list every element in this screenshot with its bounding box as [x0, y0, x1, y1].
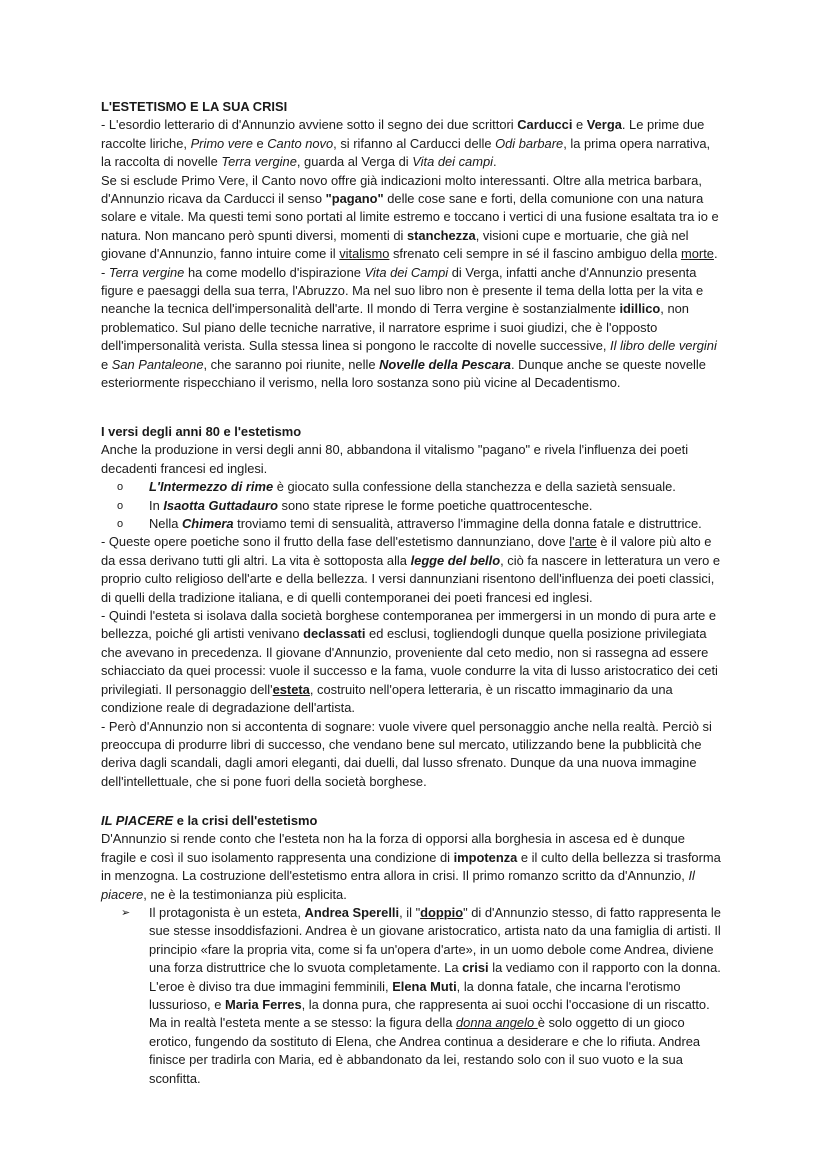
- paragraph-canto-novo: Se si esclude Primo Vere, il Canto novo offre già indicazioni molto interessanti. Oltre alla metrica barbara, d'Annunzio ricava da Carducci il senso "pagano" delle cose sane e forti, della comunione con una natura solare e vitale. Ma questi temi sono portati al limite estremo e toccano i vertici di una fusione esaltata tra io e natura. Non mancano però spunti diversi, momenti di stanchezza, visioni cupe e mortuarie, che già nel giovane d'Annunzio, fanno intuire come il vitalismo sfrenato celi sempre in sé il fascino ambiguo della morte.: [101, 172, 719, 262]
- section-title: IL PIACERE e la crisi dell'estetismo: [101, 813, 318, 828]
- list-item: o L'Intermezzo di rime è giocato sulla confessione della stanchezza e della sazietà sensuale.: [101, 478, 723, 496]
- paragraph-intro: Anche la produzione in versi degli anni 80, abbandona il vitalismo "pagano" e rivela l'influenza dei poeti decadenti francesi ed inglesi.: [101, 442, 689, 476]
- bullet-circle-icon: o: [117, 481, 124, 494]
- section-il-piacere: [101, 812, 723, 1088]
- section-title: I versi degli anni 80 e l'estetismo: [101, 424, 302, 439]
- section-estetismo-crisi: [101, 98, 723, 393]
- list-item: o In Isaotta Guttadauro sono state riprese le forme poetiche quattrocentesche.: [101, 497, 723, 515]
- section-versi-anni-80: [101, 423, 723, 791]
- paragraph-estetismo-dannunziano: - Queste opere poetiche sono il frutto della fase dell'estetismo dannunziano, dove l'arte è il valore più alto e da essa derivano tutti gli altri. La vita è sottoposta alla legge del bello, ciò fa nascere in letteratura un vero e proprio culto religioso dell'arte e della bellezza. I versi dannunziani risentono dell'influenza dei poeti classici, di quelli della tradizione italiana, e di quelli contemporanei dei poeti francesi ed inglesi.: [101, 534, 721, 605]
- paragraph-crisi-esteta: D'Annunzio si rende conto che l'esteta non ha la forza di opporsi alla borghesia in ascesa ed è dunque fragile e così il suo isolamento rappresenta una condizione di impotenza e il culto della bellezza si trasforma in menzogna. La costruzione dell'estetismo entra allora in crisi. Il primo romanzo scritto da d'Annunzio, Il piacere, ne è la testimonianza più esplicita.: [101, 831, 721, 902]
- section-title: L'ESTETISMO E LA SUA CRISI: [101, 99, 288, 114]
- paragraph-donna-angelo: Ma in realtà l'esteta mente a se stesso: la figura della donna angelo è solo oggetto di un gioco erotico, fungendo da sostituto di Elena, che Andrea continua a desiderare e che lo rifiuta. Andrea finisce per tradirla con Maria, ed è abbandonato da lei, restando solo con il suo vuoto e la sua sconfitta.: [149, 1015, 701, 1086]
- list-item: [101, 904, 723, 1088]
- paragraph-esordio: - L'esordio letterario di d'Annunzio avviene sotto il segno dei due scrittori Carducci e Verga. Le prime due raccolte liriche, Primo vere e Canto novo, si rifanno al Carducci delle Odi barbare, la prima opera narrativa, la raccolta di novelle Terra vergine, guarda al Verga di Vita dei campi.: [101, 117, 711, 170]
- works-list: [101, 478, 723, 533]
- list-item: o Nella Chimera troviamo temi di sensualità, attraverso l'immagine della donna fatale e distruttrice.: [101, 515, 723, 533]
- arrow-bullet-icon: ➢: [121, 907, 131, 920]
- bullet-circle-icon: o: [117, 518, 124, 531]
- paragraph-esteta-isolamento: - Quindi l'esteta si isolava dalla società borghese contemporanea per immergersi in un mondo di pura arte e bellezza, poiché gli artisti venivano declassati ed esclusi, togliendogli dunque quella posizione privilegiata che avevano in precedenza. Il giovane d'Annunzio, proveniente dal ceto medio, non si rassegna ad essere schiacciato da quei processi: vuole il successo e la fama, vuole condurre la vita di lusso aristocratico dei ceti privilegiati. Il personaggio dell'esteta, costruito nell'opera letteraria, è un riscatto immaginario da una condizione reale di degradazione dell'artista.: [101, 608, 718, 716]
- paragraph-vivere-personaggio: - Però d'Annunzio non si accontenta di sognare: vuole vivere quel personaggio anche nella realtà. Perciò si preoccupa di produrre libri di successo, che vendano bene sul mercato, utilizzando bene la pubblicità che deriva dagli scandali, dagli amori eleganti, dai duelli, dal lusso sfrenato. Dunque da una nuova immagine dell'intellettuale, che si pone fuori della società borghese.: [101, 718, 712, 789]
- bullet-circle-icon: o: [117, 499, 124, 512]
- paragraph-terra-vergine: - Terra vergine ha come modello d'ispirazione Vita dei Campi di Verga, infatti anche d'Annunzio presenta figure e paesaggi della sua terra, l'Abruzzo. Ma nel suo libro non è presente il tema della lotta per la vita e neanche la tecnica dell'impersonalità dell'arte. Il mondo di Terra vergine è sostanzialmente idillico, non problematico. Sul piano delle tecniche narrative, il narratore esprime i suoi giudizi, che è l'opposto dell'impersonalità verista. Sulla stessa linea si pongono le raccolte di novelle successive, Il libro delle vergini e San Pantaleone, che saranno poi riunite, nelle Novelle della Pescara. Dunque anche se queste novelle esteriormente rispecchiano il verismo, nella loro sostanza sono più vicine al Decadentismo.: [101, 264, 717, 391]
- paragraph-protagonista: Il protagonista è un esteta, Andrea Sperelli, il "doppio" di d'Annunzio stesso, di fatto rappresenta le sue stesse insoddisfazioni. Andrea è un giovane aristocratico, artista nato da una famiglia di artisti. Il principio «fare la propria vita, come si fa un'opera d'arte», in un uomo debole come Andrea, diviene una forza distruttrice che lo svuota completamente. La crisi la vediamo con il rapporto con la donna. L'eroe è diviso tra due immagini femminili, Elena Muti, la donna fatale, che incarna l'erotismo lussurioso, e Maria Ferres, la donna pura, che rappresenta ai suoi occhi l'occasione di un riscatto.: [149, 905, 721, 1013]
